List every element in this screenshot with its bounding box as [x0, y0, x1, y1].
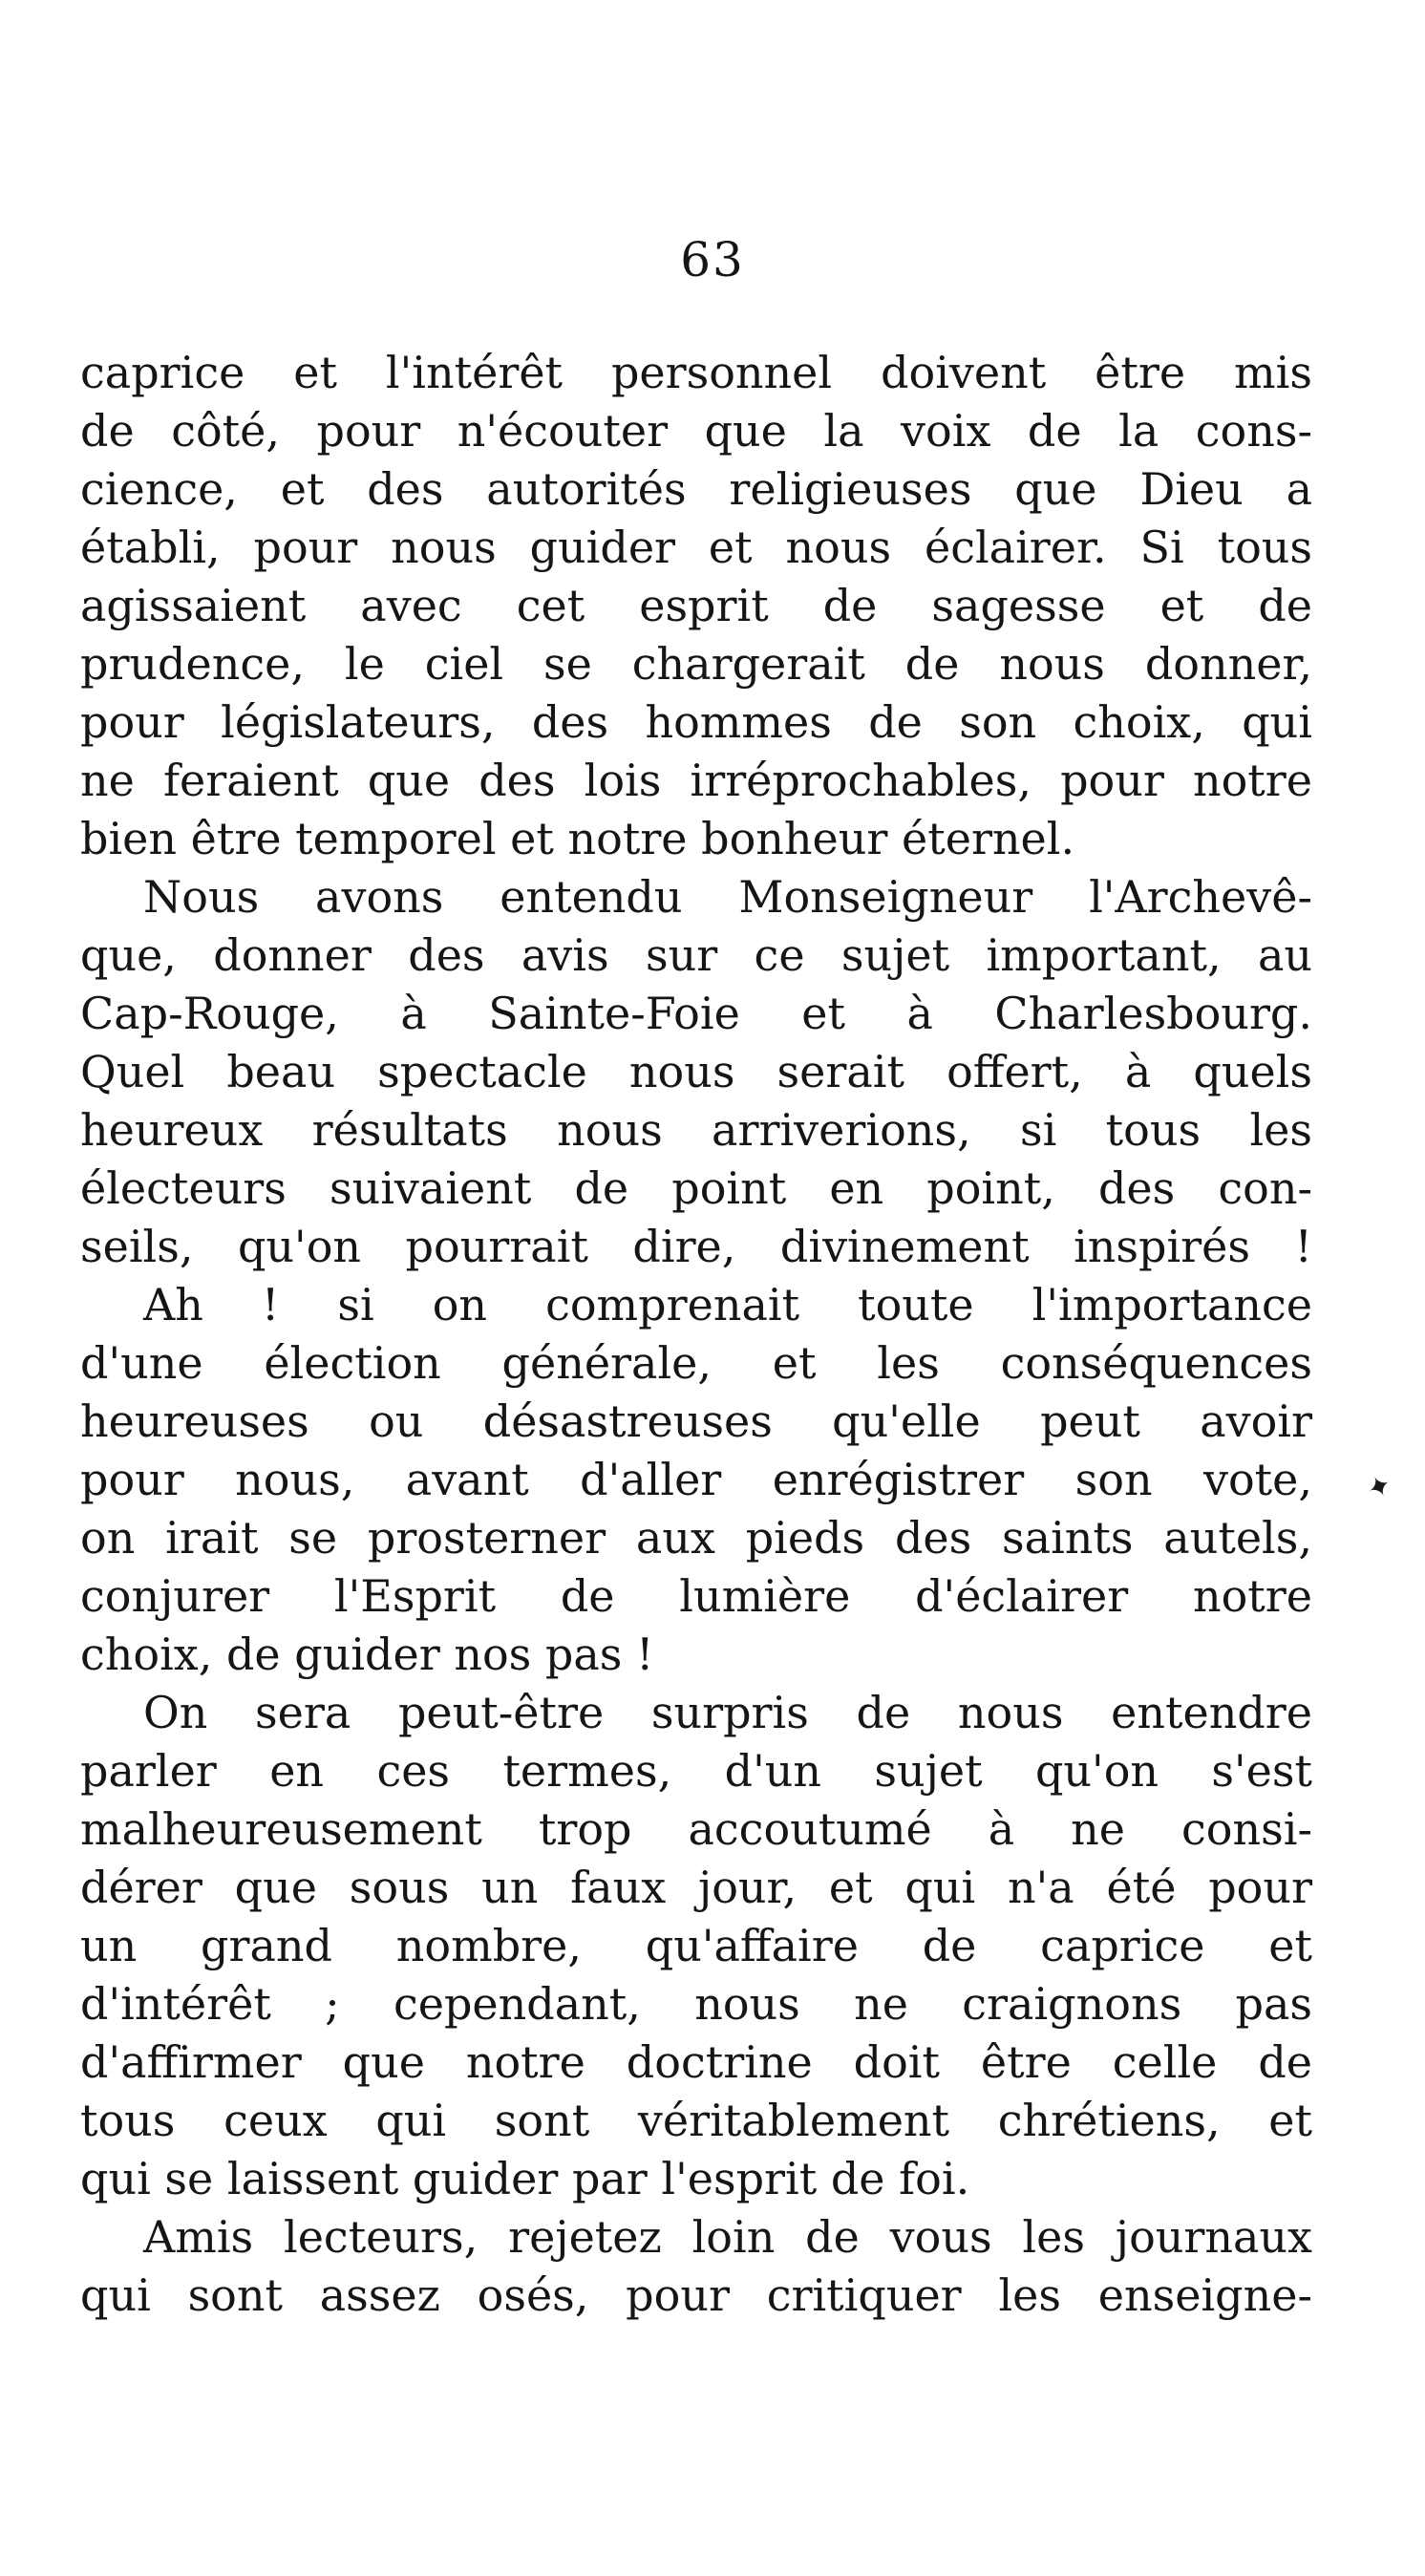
- text-line: pour législateurs, des hommes de son choix, qui: [80, 696, 1312, 748]
- text-line: de côté, pour n'écouter que la voix de la cons-: [80, 405, 1312, 457]
- text-line: Ah ! si on comprenait toute l'importance: [143, 1279, 1312, 1331]
- text-line: électeurs suivaient de point en point, des con-: [80, 1162, 1312, 1214]
- text-line: d'affirmer que notre doctrine doit être celle de: [80, 2036, 1312, 2088]
- text-line: caprice et l'intérêt personnel doivent être mis: [80, 347, 1312, 398]
- text-line: pour nous, avant d'aller enrégistrer son vote,: [80, 1454, 1312, 1505]
- text-line: bien être temporel et notre bonheur éternel.: [80, 813, 1075, 864]
- text-line: parler en ces termes, d'un sujet qu'on s'est: [80, 1745, 1312, 1797]
- text-line: qui se laissent guider par l'esprit de foi.: [80, 2153, 970, 2204]
- text-line: cience, et des autorités religieuses que Dieu a: [80, 463, 1312, 515]
- text-line: heureux résultats nous arriverions, si tous les: [80, 1104, 1312, 1156]
- text-line: Cap-Rouge, à Sainte-Foie et à Charlesbourg.: [80, 988, 1312, 1039]
- text-line: Quel beau spectacle nous serait offert, à quels: [80, 1046, 1312, 1097]
- text-line: que, donner des avis sur ce sujet important, au: [80, 929, 1312, 981]
- text-line: agissaient avec cet esprit de sagesse et de: [80, 580, 1312, 631]
- text-line: dérer que sous un faux jour, et qui n'a été pour: [80, 1862, 1312, 1913]
- text-line: qui sont assez osés, pour critiquer les enseigne-: [80, 2269, 1312, 2321]
- text-line: ne feraient que des lois irréprochables, pour notre: [80, 755, 1312, 806]
- text-line: heureuses ou désastreuses qu'elle peut avoir: [80, 1395, 1312, 1447]
- text-line: prudence, le ciel se chargerait de nous donner,: [80, 638, 1312, 690]
- text-line: établi, pour nous guider et nous éclairer. Si tous: [80, 522, 1312, 573]
- text-line: malheureusement trop accoutumé à ne consi-: [80, 1803, 1312, 1855]
- body-text: [80, 344, 1312, 2325]
- text-line: on irait se prosterner aux pieds des saints autels,: [80, 1512, 1312, 1564]
- text-line: Amis lecteurs, rejetez loin de vous les journaux: [143, 2211, 1312, 2263]
- text-line: choix, de guider nos pas !: [80, 1629, 654, 1680]
- text-line: seils, qu'on pourrait dire, divinement inspirés !: [80, 1221, 1312, 1272]
- margin-ink-mark: ✦: [1361, 1467, 1398, 1508]
- text-line: un grand nombre, qu'affaire de caprice et: [80, 1920, 1312, 1971]
- page-number: 63: [680, 232, 745, 287]
- text-line: Nous avons entendu Monseigneur l'Archevê-: [143, 871, 1312, 923]
- text-line: d'une élection générale, et les conséquences: [80, 1337, 1312, 1389]
- text-line: conjurer l'Esprit de lumière d'éclairer notre: [80, 1570, 1312, 1622]
- text-line: d'intérêt ; cependant, nous ne craignons pas: [80, 1978, 1312, 2030]
- text-line: tous ceux qui sont véritablement chrétiens, et: [80, 2095, 1312, 2146]
- text-line: On sera peut-être surpris de nous entendre: [143, 1687, 1312, 1738]
